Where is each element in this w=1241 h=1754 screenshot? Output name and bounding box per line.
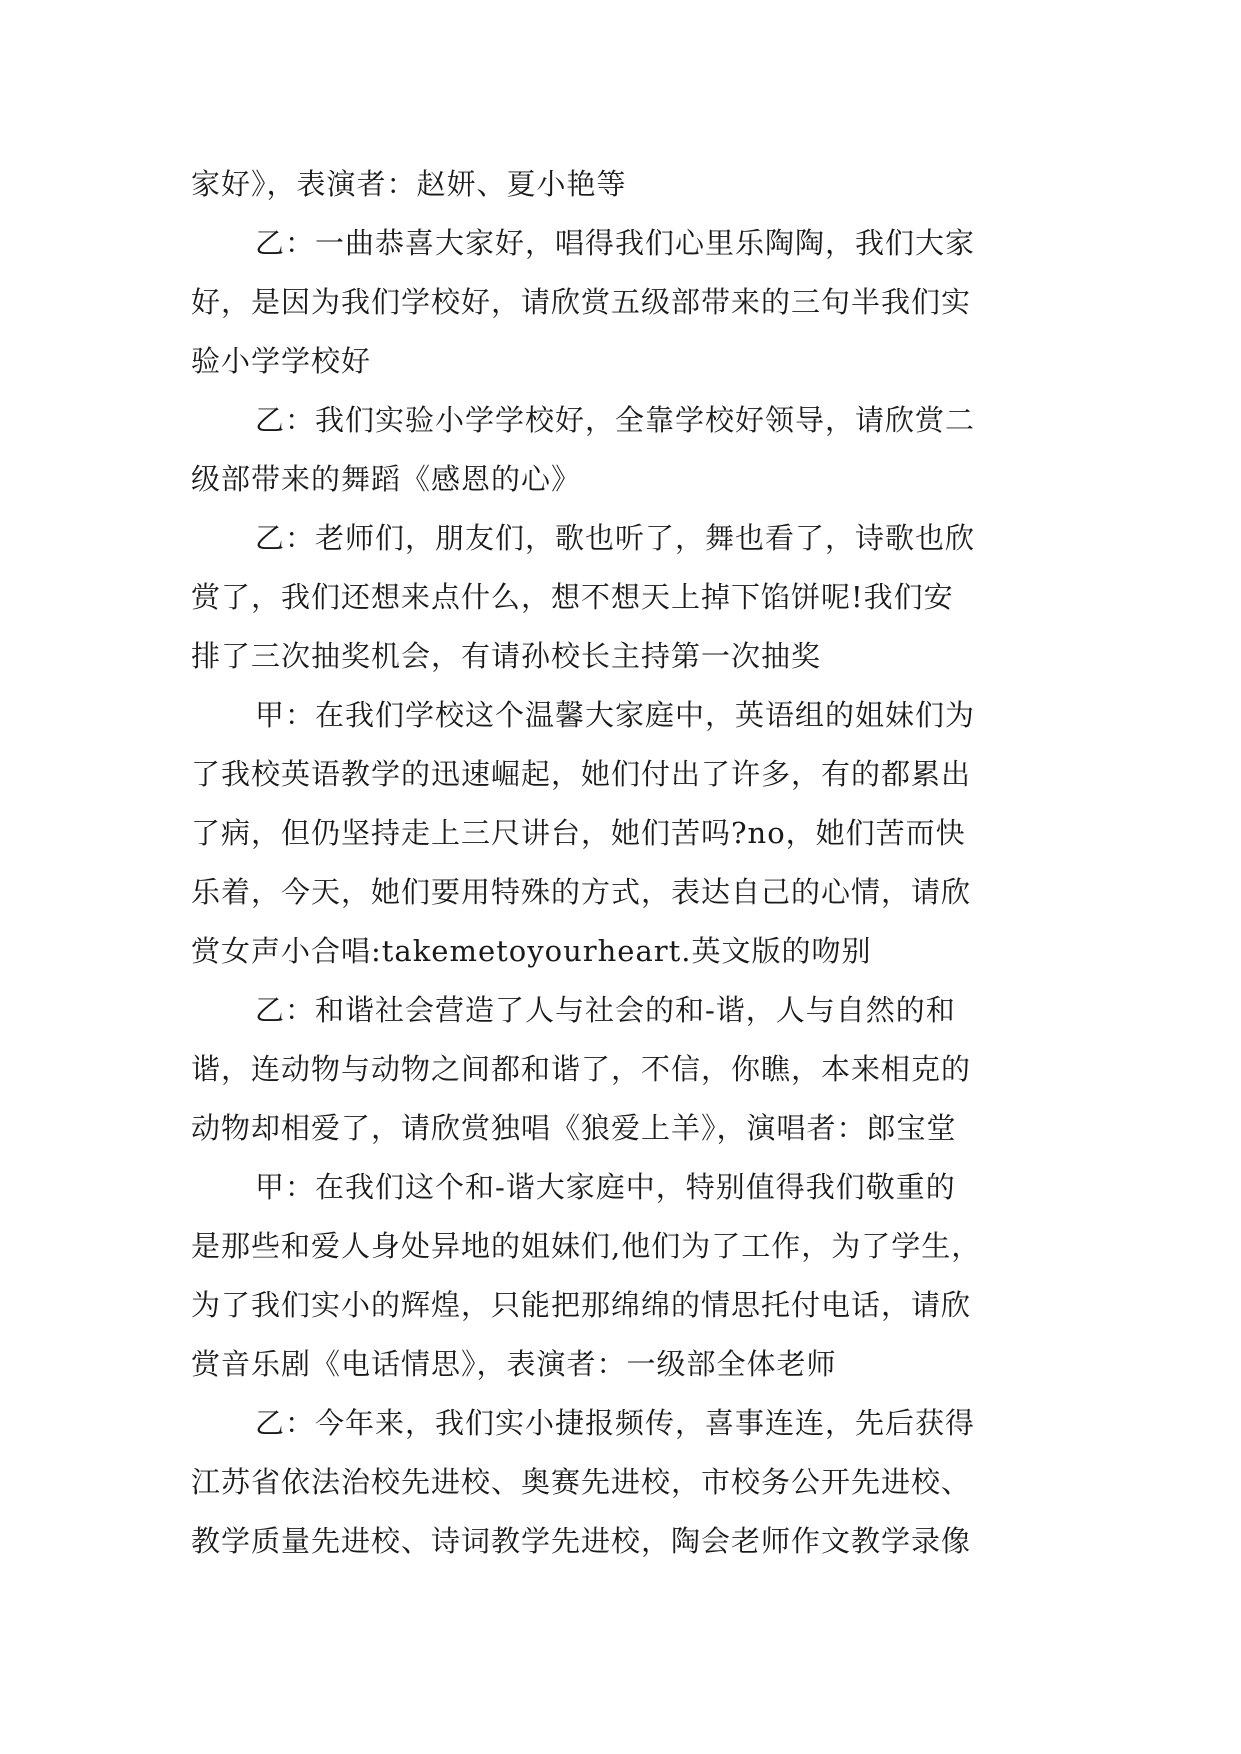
text-line: 甲：在我们学校这个温馨大家庭中，英语组的姐妹们为 [255, 698, 976, 732]
text-line: 好，是因为我们学校好，请欣赏五级部带来的三句半我们实 [191, 285, 972, 319]
text-line: 级部带来的舞蹈《感恩的心》 [191, 462, 582, 496]
text-line: 为了我们实小的辉煌，只能把那绵绵的情思托付电话，请欣 [191, 1288, 972, 1322]
text-line: 乙：老师们，朋友们，歌也听了，舞也看了，诗歌也欣 [255, 521, 976, 555]
text-line: 乙：我们实验小学学校好，全靠学校好领导，请欣赏二 [255, 403, 976, 437]
text-line: 乐着，今天，她们要用特殊的方式，表达自己的心情，请欣 [191, 875, 972, 909]
text-line: 赏女声小合唱:takemetoyourheart.英文版的吻别 [191, 934, 872, 968]
text-line: 乙：今年来，我们实小捷报频传，喜事连连，先后获得 [255, 1406, 976, 1440]
text-line: 甲：在我们这个和-谐大家庭中，特别值得我们敬重的 [255, 1170, 956, 1204]
text-line: 乙：一曲恭喜大家好，唱得我们心里乐陶陶，我们大家 [255, 226, 976, 260]
text-line: 排了三次抽奖机会，有请孙校长主持第一次抽奖 [191, 639, 822, 673]
text-line: 江苏省依法治校先进校、奥赛先进校，市校务公开先进校、 [191, 1465, 972, 1499]
text-line: 赏音乐剧《电话情思》，表演者：一级部全体老师 [191, 1347, 837, 1381]
text-line: 家好》，表演者：赵妍、夏小艳等 [191, 167, 627, 201]
text-line: 教学质量先进校、诗词教学先进校，陶会老师作文教学录像 [191, 1524, 972, 1558]
text-line: 了病，但仍坚持走上三尺讲台，她们苦吗?no，她们苦而快 [191, 816, 966, 850]
document-body [191, 155, 1051, 1571]
text-line: 谐，连动物与动物之间都和谐了，不信，你瞧，本来相克的 [191, 1052, 972, 1086]
text-line: 了我校英语教学的迅速崛起，她们付出了许多，有的都累出 [191, 757, 972, 791]
text-line: 是那些和爱人身处异地的姐妹们,他们为了工作，为了学生， [191, 1229, 982, 1263]
text-line: 乙：和谐社会营造了人与社会的和-谐，人与自然的和 [255, 993, 956, 1027]
text-line: 验小学学校好 [191, 344, 372, 378]
text-line: 动物却相爱了，请欣赏独唱《狼爱上羊》，演唱者：郎宝堂 [191, 1111, 957, 1145]
text-line: 赏了，我们还想来点什么，想不想天上掉下馅饼呢!我们安 [191, 580, 954, 614]
